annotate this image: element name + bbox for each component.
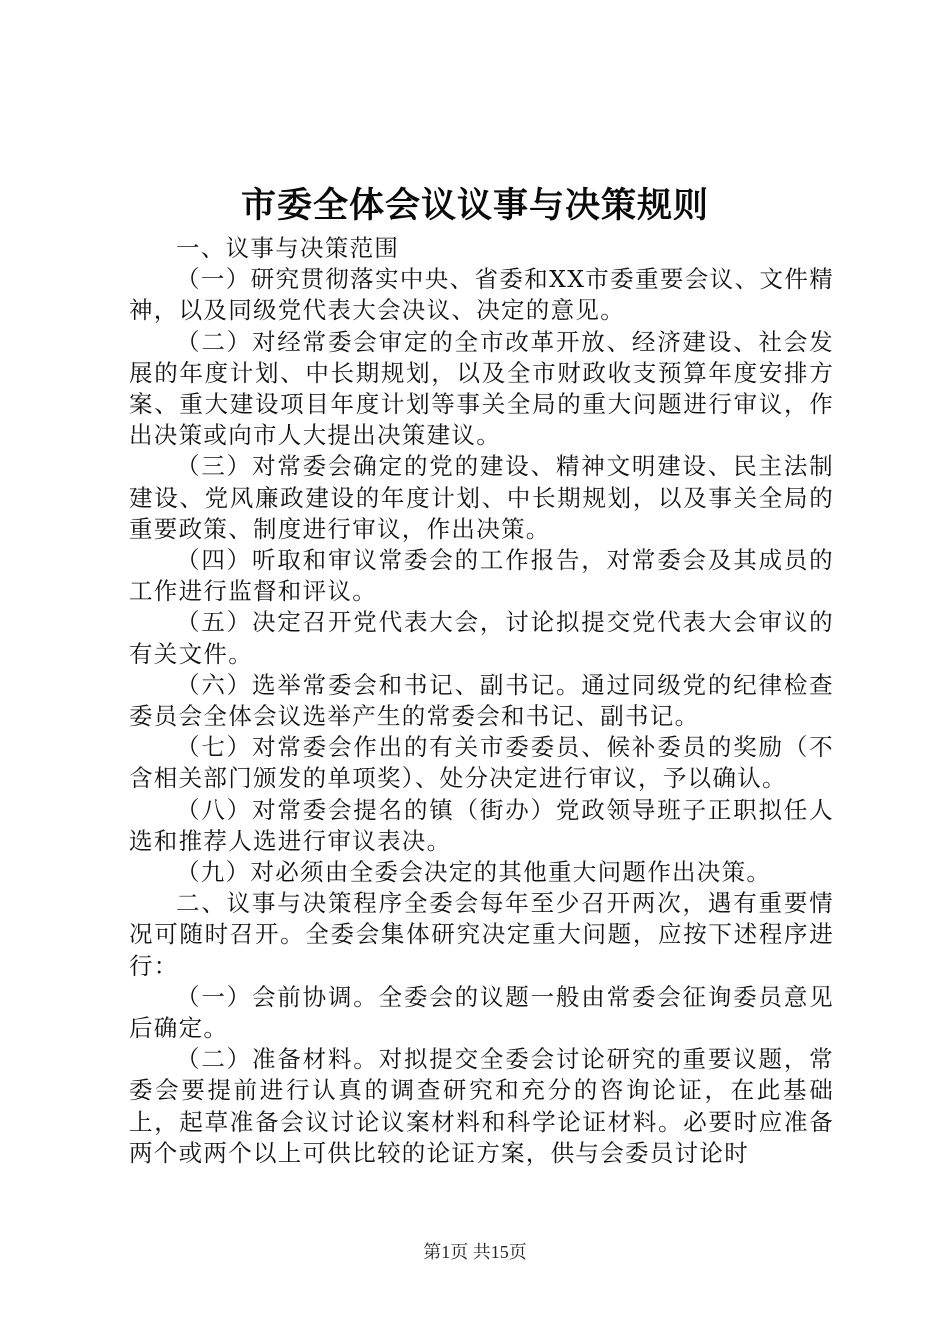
section-heading-scope: 一、议事与决策范围	[176, 234, 400, 262]
section-heading-procedure: 二、议事与决策程序全委会每年至少召开两次，遇有重要情况可随时召开。全委会集体研究决定重大问题，应按下述程序进行：	[129, 889, 834, 980]
page-footer: 第1页 共15页	[423, 1242, 527, 1262]
scope-item-2: （二）对经常委会审定的全市改革开放、经济建设、社会发展的年度计划、中长期规划，以及全市财政收支预算年度安排方案、重大建设项目年度计划等事关全局的重大问题进行审议，作出决策或向市人大提出决策建议。	[129, 327, 834, 450]
document-body	[129, 233, 834, 1169]
scope-item-6: （六）选举常委会和书记、副书记。通过同级党的纪律检查委员会全体会议选举产生的常委会和书记、副书记。	[129, 670, 834, 731]
scope-item-7: （七）对常委会作出的有关市委委员、候补委员的奖励（不含相关部门颁发的单项奖）、处分决定进行审议，予以确认。	[129, 733, 834, 793]
procedure-item-2: （二）准备材料。对拟提交全委会讨论研究的重要议题，常委会要提前进行认真的调查研究和充分的咨询论证，在此基础上，起草准备会议讨论议案材料和科学论证材料。必要时应准备两个或两个以上可供比较的论证方案，供与会委员讨论时	[129, 1045, 834, 1167]
scope-item-5: （五）决定召开党代表大会，讨论拟提交党代表大会审议的有关文件。	[129, 608, 834, 668]
document-title: 市委全体会议议事与决策规则	[240, 186, 709, 226]
scope-item-1: （一）研究贯彻落实中央、省委和XX市委重要会议、文件精神，以及同级党代表大会决议、决定的意见。	[129, 265, 834, 325]
scope-item-8: （八）对常委会提名的镇（街办）党政领导班子正职拟任人选和推荐人选进行审议表决。	[129, 795, 834, 855]
scope-item-3: （三）对常委会确定的党的建设、精神文明建设、民主法制建设、党风廉政建设的年度计划、中长期规划，以及事关全局的重要政策、制度进行审议，作出决策。	[129, 452, 834, 543]
scope-item-9: （九）对必须由全委会决定的其他重大问题作出决策。	[176, 858, 772, 887]
scope-item-4: （四）听取和审议常委会的工作报告，对常委会及其成员的工作进行监督和评议。	[129, 546, 834, 606]
procedure-item-1: （一）会前协调。全委会的议题一般由常委会征询委员意见后确定。	[129, 982, 834, 1043]
